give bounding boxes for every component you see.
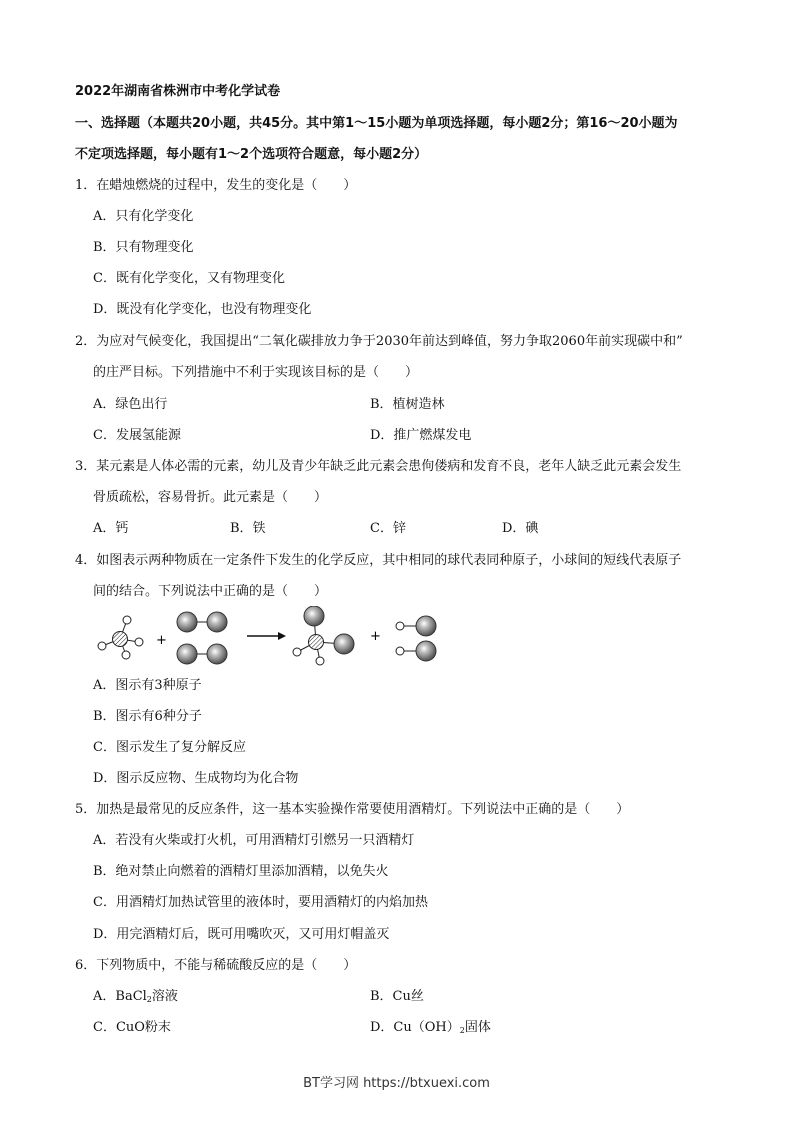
plus-sign-1: + bbox=[156, 633, 167, 648]
question-5-option-a: A．若没有火柴或打火机，可用酒精灯引燃另一只酒精灯 bbox=[93, 833, 415, 848]
question-3-option-d: D．碘 bbox=[502, 521, 539, 536]
question-5-option-b: B．绝对禁止向燃着的酒精灯里添加酒精，以免失火 bbox=[93, 864, 389, 879]
page-footer-watermark: BT学习网 https://btxuexi.com bbox=[303, 1076, 490, 1091]
question-1-option-a: A．只有化学变化 bbox=[93, 209, 194, 224]
question-4-option-d: D．图示反应物、生成物均为化合物 bbox=[93, 771, 299, 786]
question-6-option-d bbox=[370, 1020, 491, 1039]
section-heading-line2: 不定项选择题，每小题有1～2个选项符合题意，每小题2分） bbox=[75, 147, 428, 162]
reactant-molecule-2 bbox=[177, 612, 227, 664]
question-1-option-b: B．只有物理变化 bbox=[93, 240, 194, 255]
exam-title: 2022年湖南省株洲市中考化学试卷 bbox=[75, 84, 281, 99]
option-d-suffix: 固体 bbox=[464, 1020, 491, 1035]
question-2-option-a: A．绿色出行 bbox=[93, 397, 168, 412]
reaction-arrow bbox=[247, 632, 286, 640]
question-3-option-b: B．铁 bbox=[230, 521, 266, 536]
question-4-stem-line2: 间的结合。下列说法中正确的是（ ） bbox=[93, 584, 328, 599]
question-1-option-c: C．既有化学变化，又有物理变化 bbox=[93, 271, 285, 286]
question-4-option-b: B．图示有6种分子 bbox=[93, 709, 202, 724]
question-4-option-a: A．图示有3种原子 bbox=[93, 678, 202, 693]
option-a-subscript: 2 bbox=[146, 995, 152, 1004]
question-2-option-d: D．推广燃煤发电 bbox=[370, 428, 472, 443]
option-d-formula: D．Cu（OH） bbox=[370, 1020, 460, 1035]
product-molecule-2 bbox=[396, 616, 436, 661]
question-3-stem-line2: 骨质疏松，容易骨折。此元素是（ ） bbox=[93, 490, 328, 505]
reactant-molecule-1 bbox=[98, 616, 143, 659]
option-d-subscript: 2 bbox=[459, 1026, 465, 1035]
option-a-suffix: 溶液 bbox=[151, 989, 178, 1004]
section-heading-line1: 一、选择题（本题共20小题，共45分。其中第1～15小题为单项选择题，每小题2分；第16～20小题为 bbox=[75, 116, 678, 131]
question-6-option-c: C．CuO粉末 bbox=[93, 1020, 171, 1035]
question-2-option-b: B．植树造林 bbox=[370, 397, 445, 412]
reaction-diagram bbox=[90, 606, 450, 672]
question-6-option-b: B．Cu丝 bbox=[370, 989, 424, 1004]
question-6-stem: 6．下列物质中，不能与稀硫酸反应的是（ ） bbox=[75, 958, 357, 973]
question-2-option-c: C．发展氢能源 bbox=[93, 428, 181, 443]
question-5-stem: 5．加热是最常见的反应条件，这一基本实验操作常要使用酒精灯。下列说法中正确的是（ ） bbox=[75, 802, 630, 817]
question-6-option-a bbox=[93, 989, 178, 1008]
question-4-stem-line1: 4．如图表示两种物质在一定条件下发生的化学反应，其中相同的球代表同种原子，小球间的短线代表原子 bbox=[75, 553, 682, 568]
product-molecule-1 bbox=[293, 606, 354, 665]
question-3-option-c: C．锌 bbox=[370, 521, 406, 536]
question-3-option-a: A．钙 bbox=[93, 521, 129, 536]
question-2-stem-line2: 的庄严目标。下列措施中不利于实现该目标的是（ ） bbox=[93, 365, 419, 380]
question-4-option-c: C．图示发生了复分解反应 bbox=[93, 740, 246, 755]
question-5-option-c: C．用酒精灯加热试管里的液体时，要用酒精灯的内焰加热 bbox=[93, 895, 428, 910]
option-a-formula: A．BaCl bbox=[93, 989, 147, 1004]
question-2-stem-line1: 2．为应对气候变化，我国提出“二氧化碳排放力争于2030年前达到峰值，努力争取2060年前实现碳中和” bbox=[75, 334, 683, 349]
question-5-option-d: D．用完酒精灯后，既可用嘴吹灭，又可用灯帽盖灭 bbox=[93, 927, 390, 942]
plus-sign-2: + bbox=[370, 629, 381, 644]
question-3-stem-line1: 3．某元素是人体必需的元素，幼儿及青少年缺乏此元素会患佝偻病和发育不良，老年人缺乏此元素会发生 bbox=[75, 459, 682, 474]
question-1-stem: 1．在蜡烛燃烧的过程中，发生的变化是（ ） bbox=[75, 178, 357, 193]
question-1-option-d: D．既没有化学变化，也没有物理变化 bbox=[93, 302, 312, 317]
